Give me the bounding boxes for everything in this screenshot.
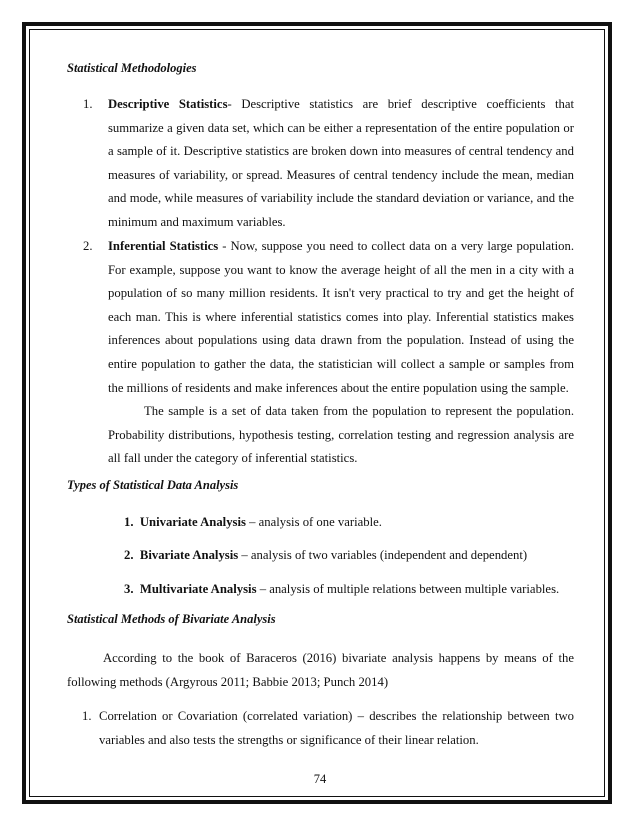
inferential-statistics-text: - Now, suppose you need to collect data on a very large population. For example, suppose you want to know the average height of all the men in a city with a population of so many million residents. It isn't very practical to try and get the height of each man. This is where inferential statistics comes into play. Inferential statistics makes inferences about populations using data drawn from the population. Instead of using the entire population to gather the data, the statistician will collect a sample or samples from the millions of residents and make inferences about the entire population using the sample.	[108, 239, 574, 395]
bivariate-text: – analysis of two variables (independent and dependent)	[238, 548, 528, 562]
term-bivariate-analysis: Bivariate Analysis	[139, 548, 239, 562]
multivariate-text: – analysis of multiple relations between multiple variables.	[256, 582, 560, 596]
list-number: 1.	[83, 97, 93, 111]
term-univariate-analysis: Univariate Analysis	[139, 515, 246, 529]
list-number: 3.	[124, 582, 134, 596]
section-heading-types-of-analysis: Types of Statistical Data Analysis	[67, 478, 239, 492]
list-number: 1.	[82, 709, 92, 723]
list-item-correlation: Correlation or Covariation (correlated variation) – describes the relationship between two variables and also tests the strengths or significance of their linear relation.	[99, 709, 574, 747]
univariate-text: – analysis of one variable.	[245, 515, 382, 529]
list-number: 2.	[124, 548, 134, 562]
section-heading-bivariate-methods: Statistical Methods of Bivariate Analysis	[67, 612, 276, 626]
sample-paragraph: The sample is a set of data taken from the population to represent the population. Probability distributions, hypothesis testing, correlation testing and regression analysis are all fall under the category of inferential statistics.	[108, 404, 574, 466]
list-item-descriptive-statistics	[108, 93, 574, 235]
term-inferential-statistics: Inferential Statistics	[108, 239, 219, 253]
page-number: 74	[313, 772, 327, 786]
list-item-multivariate	[124, 578, 594, 602]
bivariate-intro-paragraph: According to the book of Baraceros (2016) bivariate analysis happens by means of the following methods (Argyrous 2011; Babbie 2013; Punch 2014)	[67, 651, 574, 689]
list-item-inferential-statistics	[108, 235, 574, 400]
term-descriptive-statistics: Descriptive Statistics	[108, 97, 228, 111]
descriptive-statistics-text: - Descriptive statistics are brief descriptive coefficients that summarize a given data set, which can be either a representation of the entire population or a sample of it. Descriptive statistics are broken down into measures of central tendency and measures of variability, or spread. Measures of central tendency include the mean, median and mode, while measures of variability include the standard deviation or variance, and the minimum and maximum variables.	[108, 97, 574, 229]
term-multivariate-analysis: Multivariate Analysis	[139, 582, 257, 596]
list-number: 2.	[83, 239, 93, 253]
list-number: 1.	[124, 515, 134, 529]
list-item-bivariate	[124, 544, 584, 568]
list-item-univariate	[124, 511, 584, 535]
section-heading-statistical-methodologies: Statistical Methodologies	[67, 61, 197, 75]
